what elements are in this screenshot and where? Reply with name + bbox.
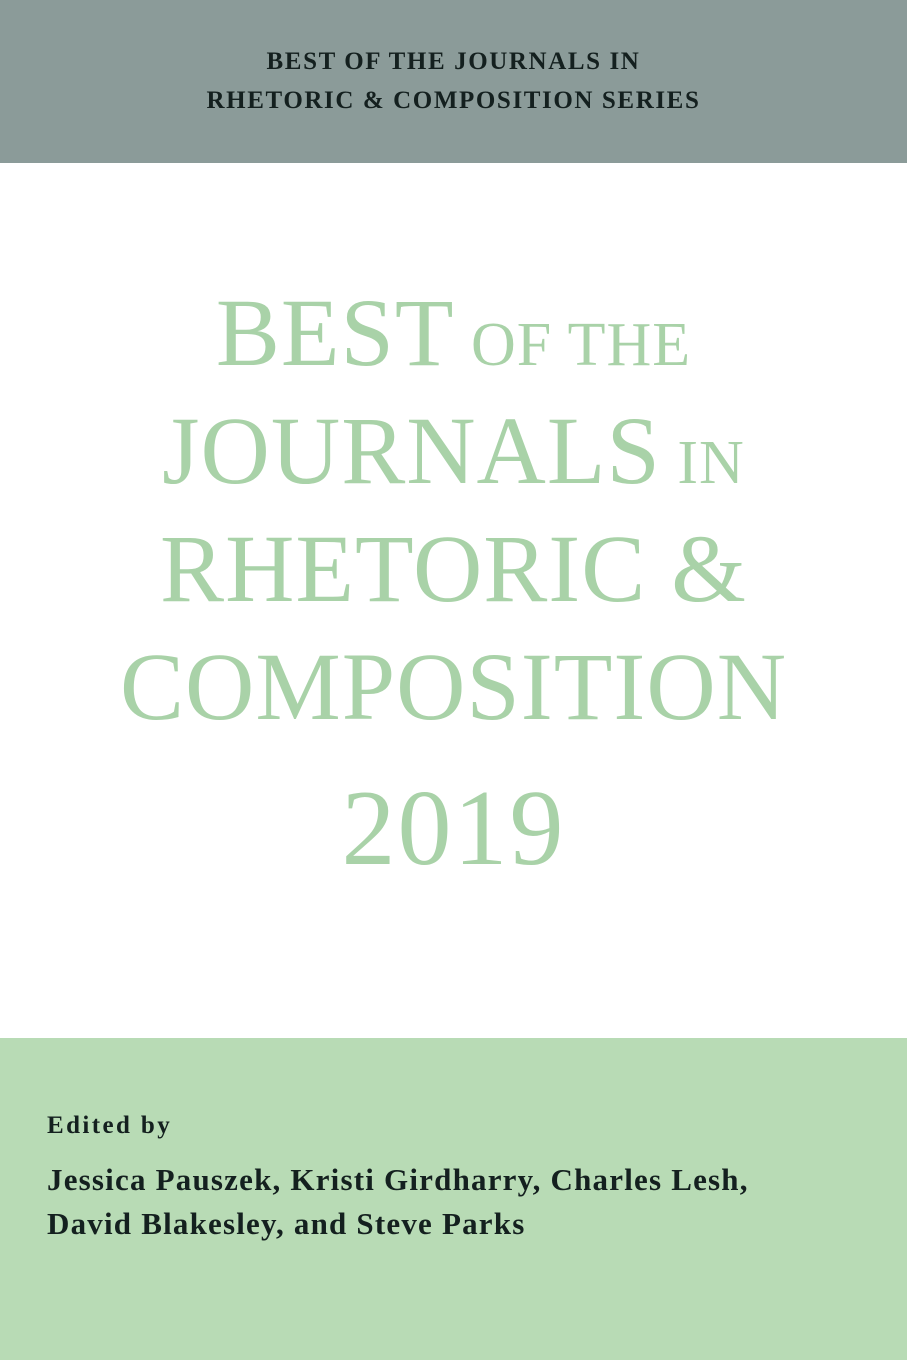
editors-names	[47, 1158, 867, 1246]
title-row-1	[0, 279, 907, 386]
series-line-2: RHETORIC & COMPOSITION SERIES	[206, 86, 701, 114]
edited-by-label: Edited by	[47, 1112, 173, 1139]
editors-band	[0, 1038, 907, 1360]
editors-line-1: Jessica Pauszek, Kristi Girdharry, Charles Lesh,	[47, 1162, 749, 1197]
series-line-1: BEST OF THE JOURNALS IN	[266, 47, 641, 75]
title-row-4	[0, 633, 907, 740]
title-word-journals: JOURNALS	[162, 397, 661, 504]
title-word-rhetoric-and: RHETORIC &	[160, 515, 747, 622]
title-word-best: BEST	[215, 279, 455, 386]
editors-line-2: David Blakesley, and Steve Parks	[47, 1206, 526, 1242]
title-word-in: IN	[677, 429, 745, 497]
cover-year: 2019	[341, 769, 566, 888]
editors-inner	[47, 1112, 867, 1246]
series-band	[0, 0, 907, 163]
title-word-of-the: OF THE	[471, 311, 692, 379]
title-row-3	[0, 515, 907, 622]
title-word-composition: COMPOSITION	[119, 633, 788, 740]
cover-title	[0, 279, 907, 757]
title-row-2	[0, 397, 907, 504]
